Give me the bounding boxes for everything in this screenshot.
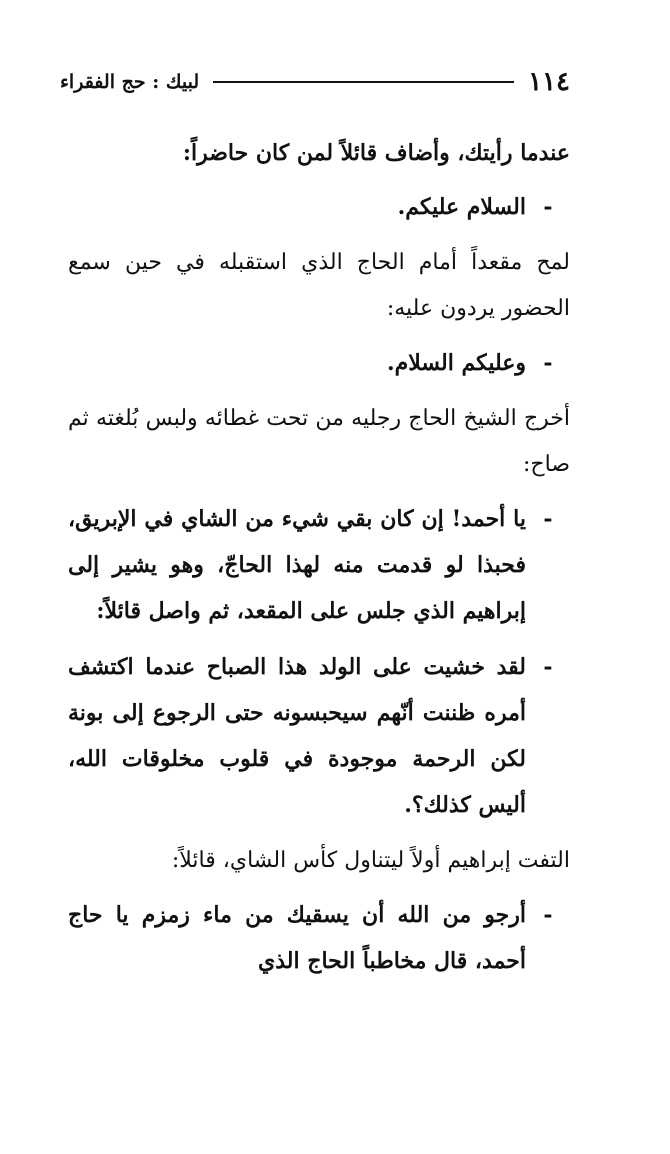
page-number: ١١٤ [528,67,570,97]
dialogue-text: لقد خشيت على الولد هذا الصباح عندما اكتشف أمره ظننت أنّهم سيحبسونه حتى الرجوع إلى بونة لكن الرحمة موجودة في قلوب مخلوقات الله، أليس كذلك؟. [68,654,526,818]
dialogue-dash: - [543,654,553,680]
dialogue-line [68,892,570,984]
paragraph [68,240,570,332]
dialogue-line [68,644,570,828]
dialogue-text: أرجو من الله أن يسقيك من ماء زمزم يا حاج أحمد، قال مخاطباً الحاج الذي [68,902,526,974]
dialogue-line [68,496,570,634]
header-rule [213,81,514,83]
paragraph [68,838,570,884]
dialogue-text: يا أحمد! إن كان بقي شيء من الشاي في الإبريق، فحبذا لو قدمت منه لهذا الحاجّ، وهو يشير إلى إبراهيم الذي جلس على المقعد، ثم واصل قائلاً: [68,506,526,624]
dialogue-dash: - [543,194,553,220]
paragraph-text: لمح مقعداً أمام الحاج الذي استقبله في حين سمع الحضور يردون عليه: [68,250,570,321]
dialogue-dash: - [543,506,553,532]
paragraph-text: عندما رأيتك، وأضاف قائلاً لمن كان حاضراً: [182,140,570,166]
paragraph [68,130,570,176]
paragraph [68,396,570,488]
running-title: لبيك : حج الفقراء [60,71,200,93]
dialogue-dash: - [543,350,553,376]
running-header [60,62,570,102]
paragraph-text: أخرج الشيخ الحاج رجليه من تحت غطائه ولبس بُلغته ثم صاح: [68,406,570,477]
dialogue-line [68,340,570,386]
paragraph-text: التفت إبراهيم أولاً ليتناول كأس الشاي، قائلاً: [171,848,570,873]
dialogue-dash: - [543,902,553,928]
body-text [68,130,570,994]
dialogue-line [68,184,570,230]
dialogue-text: وعليكم السلام. [387,350,526,376]
dialogue-text: السلام عليكم. [397,194,526,220]
